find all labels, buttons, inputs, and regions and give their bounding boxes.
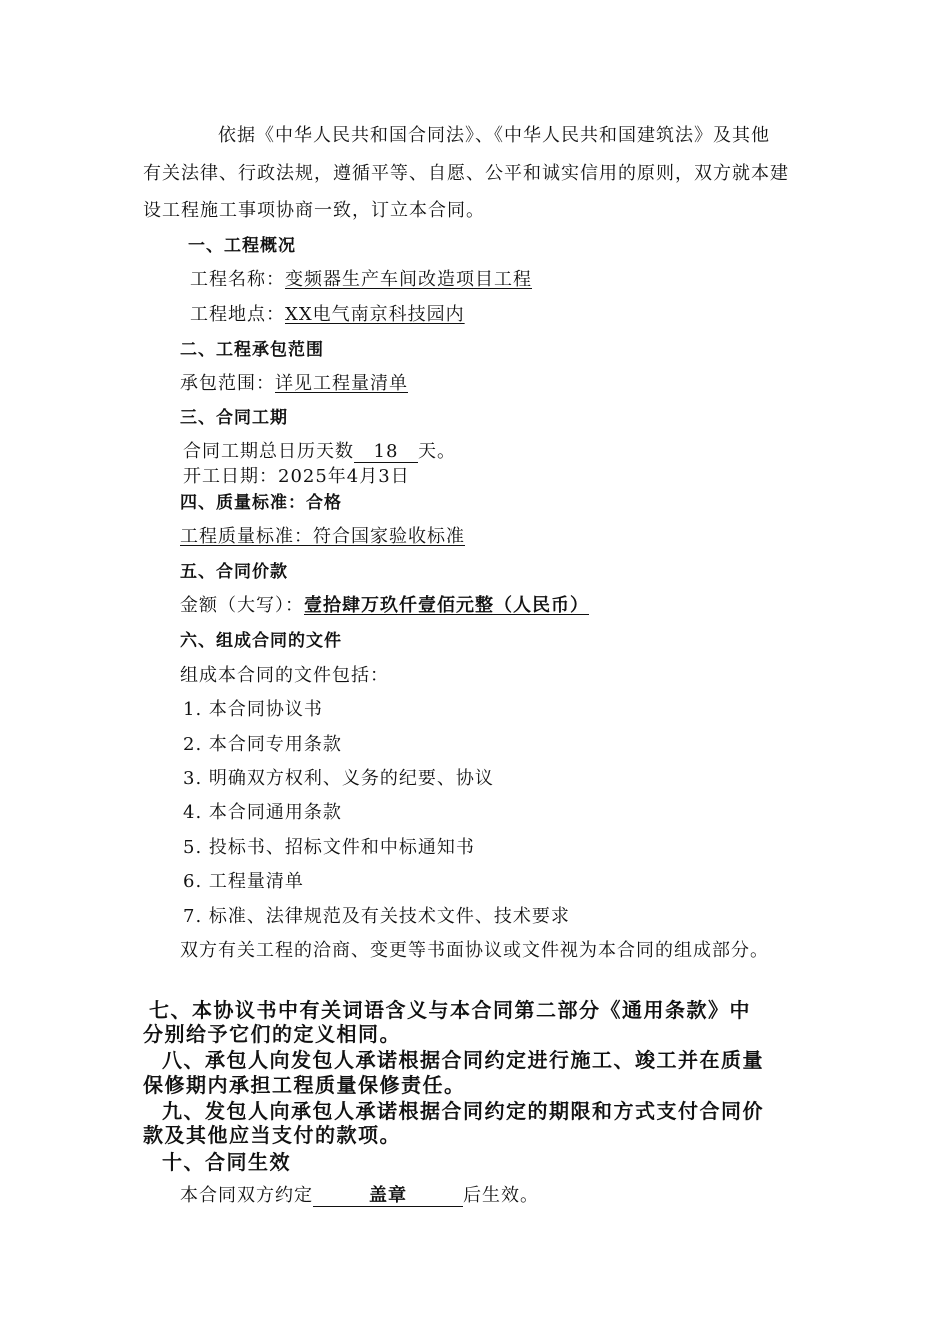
document-item: 1. 本合同协议书: [183, 699, 323, 720]
scope-row: [180, 372, 408, 396]
document-item: 6. 工程量清单: [183, 871, 304, 892]
effective-row: [180, 1184, 539, 1208]
scope-label: 承包范围：: [180, 373, 275, 394]
clause-8-line-1: 八、承包人向发包人承诺根据合同约定进行施工、竣工并在质量: [162, 1048, 764, 1072]
project-site-label: 工程地点：: [190, 304, 285, 325]
clause-7-line-2: 分别给予它们的定义相同。: [143, 1022, 401, 1046]
documents-closing: 双方有关工程的洽商、变更等书面协议或文件视为本合同的组成部分。: [180, 940, 769, 961]
clause-7-line-1: 七、本协议书中有关词语含义与本合同第二部分《通用条款》中: [149, 998, 751, 1022]
amount-label: 金额（大写）：: [180, 595, 304, 616]
quality-standard: 工程质量标准：符合国家验收标准: [180, 526, 465, 547]
section-2-heading: 二、工程承包范围: [180, 340, 324, 360]
section-3-heading: 三、合同工期: [180, 408, 288, 428]
document-item: 5. 投标书、招标文件和中标通知书: [183, 837, 475, 858]
section-10-heading: 十、合同生效: [162, 1150, 291, 1174]
clause-9-line-1: 九、发包人向承包人承诺根据合同约定的期限和方式支付合同价: [162, 1099, 764, 1123]
project-site-row: [190, 303, 465, 327]
project-name-label: 工程名称：: [190, 269, 285, 290]
clause-9-line-2: 款及其他应当支付的款项。: [143, 1123, 401, 1147]
amount-value: 壹拾肆万玖仟壹佰元整（人民币）: [304, 595, 589, 616]
document-item: 3. 明确双方权利、义务的纪要、协议: [183, 768, 494, 789]
section-1-heading: 一、工程概况: [188, 236, 296, 256]
clause-8-line-2: 保修期内承担工程质量保修责任。: [143, 1073, 466, 1097]
intro-line-1: 依据《中华人民共和国合同法》、《中华人民共和国建筑法》及其他: [218, 125, 770, 146]
effective-prefix: 本合同双方约定: [180, 1185, 313, 1206]
duration-suffix: 天。: [418, 441, 456, 462]
effective-condition: 盖章: [313, 1186, 463, 1207]
scope-value: 详见工程量清单: [275, 373, 408, 394]
duration-row: [183, 440, 456, 464]
duration-days-value: 18: [354, 442, 418, 463]
document-item: 2. 本合同专用条款: [183, 734, 342, 755]
amount-row: [180, 594, 589, 618]
project-name-value: 变频器生产车间改造项目工程: [285, 269, 532, 290]
section-5-heading: 五、合同价款: [180, 562, 288, 582]
start-date: 开工日期：2025年4月3日: [183, 466, 410, 487]
section-4-heading: 四、质量标准：合格: [180, 493, 342, 513]
project-name-row: [190, 268, 532, 292]
document-item: 7. 标准、法律规范及有关技术文件、技术要求: [183, 906, 570, 927]
document-item: 4. 本合同通用条款: [183, 802, 342, 823]
intro-line-3: 设工程施工事项协商一致，订立本合同。: [143, 200, 485, 221]
documents-lead: 组成本合同的文件包括：: [180, 665, 389, 686]
intro-line-2: 有关法律、行政法规，遵循平等、自愿、公平和诚实信用的原则，双方就本建: [143, 163, 789, 184]
project-site-value: XX电气南京科技园内: [285, 304, 465, 325]
effective-suffix: 后生效。: [463, 1185, 539, 1206]
section-6-heading: 六、组成合同的文件: [180, 631, 342, 651]
duration-prefix: 合同工期总日历天数: [183, 441, 354, 462]
